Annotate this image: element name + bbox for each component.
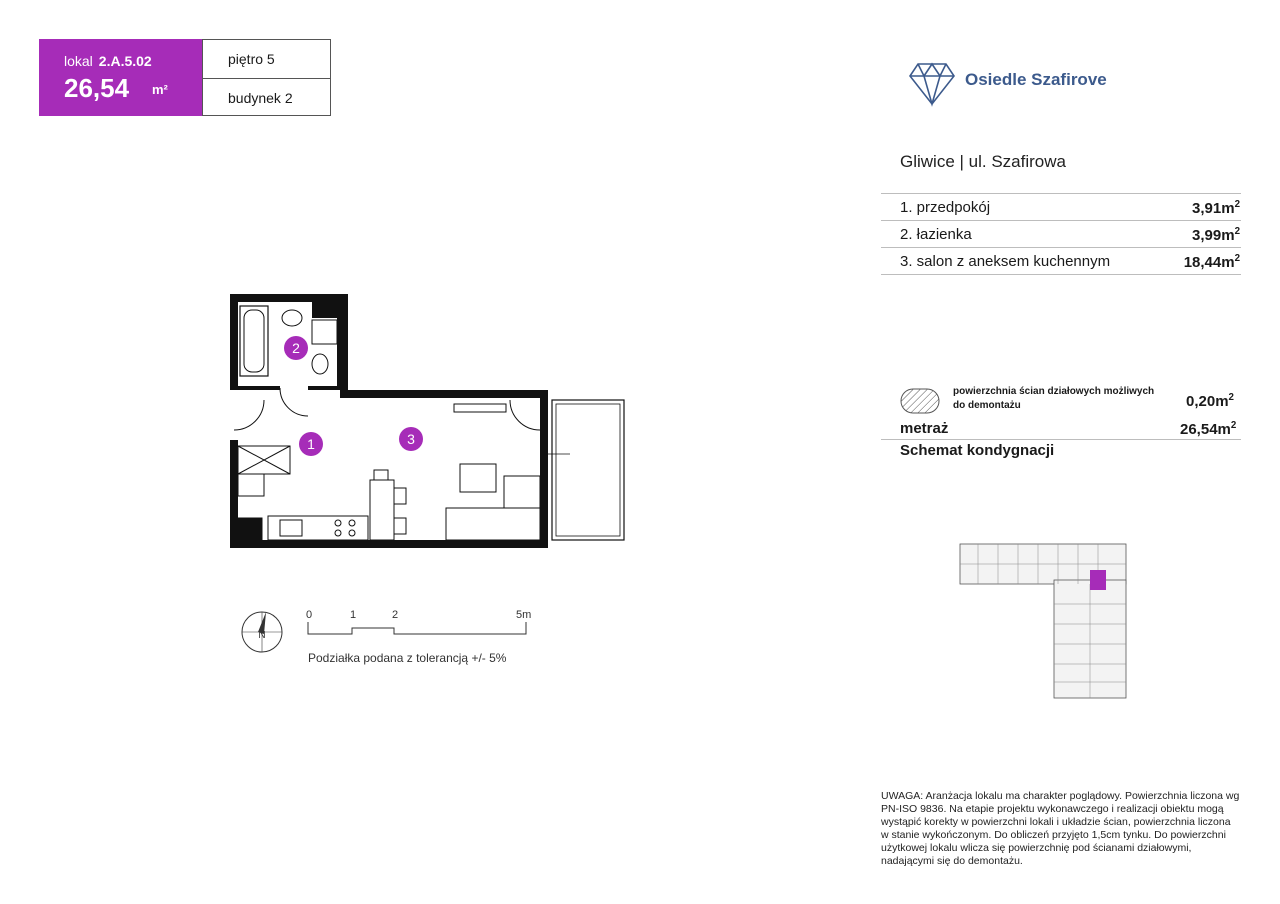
divider xyxy=(881,274,1241,275)
divider xyxy=(881,220,1241,221)
unit-area-unit: m² xyxy=(152,82,168,97)
hatch-legend-icon xyxy=(900,388,940,414)
divider xyxy=(881,193,1241,194)
key-plan xyxy=(958,540,1133,705)
room-row xyxy=(900,253,1240,270)
scale-label: 0 xyxy=(306,609,313,621)
schema-title: Schemat kondygnacji xyxy=(900,442,1055,459)
total-label: metraż xyxy=(900,420,949,437)
scale-label: 5m xyxy=(516,609,532,621)
compass-icon xyxy=(238,608,286,656)
svg-text:2: 2 xyxy=(292,340,300,356)
unit-code: 2.A.5.02 xyxy=(98,53,152,69)
svg-text:1: 1 xyxy=(307,436,315,452)
svg-text:N: N xyxy=(258,630,266,641)
room-marker xyxy=(283,335,309,361)
room-name: 2. łazienka xyxy=(900,226,972,243)
scale-label: 2 xyxy=(392,609,399,621)
room-area: $3,91m^2$ xyxy=(1192,199,1240,217)
room-row xyxy=(900,199,1240,216)
total-area: $26,54m^2$ xyxy=(1180,420,1237,438)
building-label: budynek 2 xyxy=(203,78,330,116)
floor-label: piętro 5 xyxy=(228,51,275,67)
partition-area: $0,20m^2$ xyxy=(1186,392,1234,410)
divider xyxy=(881,439,1241,440)
room-row xyxy=(900,226,1240,243)
unit-area: 26,54 xyxy=(64,73,130,103)
unit-info-grid xyxy=(202,39,331,116)
divider xyxy=(881,247,1241,248)
scale-bar xyxy=(306,620,536,640)
partition-note: powierzchnia ścian działowych możliwych do demontażu xyxy=(953,386,1155,411)
scale-label: 1 xyxy=(350,609,357,621)
floor-plan xyxy=(220,290,640,560)
disclaimer-text: UWAGA: Aranżacja lokalu ma charakter poglądowy. Powierzchnia liczona wg PN-ISO 9836. Na etapie projektu wykonawczego i realizacji obiektu mogą wystąpić korekty w powierzchni lokali i układzie ścian, powierzchnia liczona w stanie wykończonym. Do obliczeń przyjęto 1,5cm tynku. Do powierzchni użytkowej lokalu wlicza się powierzchnię pod ścianami działowymi, nadającymi się do demontażu. xyxy=(881,790,1240,867)
diamond-logo-icon xyxy=(908,60,956,108)
room-marker xyxy=(298,431,324,457)
unit-badge xyxy=(39,39,202,116)
location-title: Gliwice | ul. Szafirowa xyxy=(900,152,1066,171)
tolerance-note: Podziałka podana z tolerancją +/- 5% xyxy=(308,651,507,665)
room-name: 3. salon z aneksem kuchennym xyxy=(900,253,1111,270)
room-area: $18,44m^2$ xyxy=(1183,253,1240,271)
room-name: 1. przedpokój xyxy=(900,199,991,216)
room-area: $3,99m^2$ xyxy=(1192,226,1240,244)
brand-name: Osiedle Szafirove xyxy=(965,70,1107,89)
room-marker xyxy=(398,426,424,452)
svg-text:3: 3 xyxy=(407,431,415,447)
unit-label: lokal 2.A.5.02 xyxy=(64,53,152,69)
